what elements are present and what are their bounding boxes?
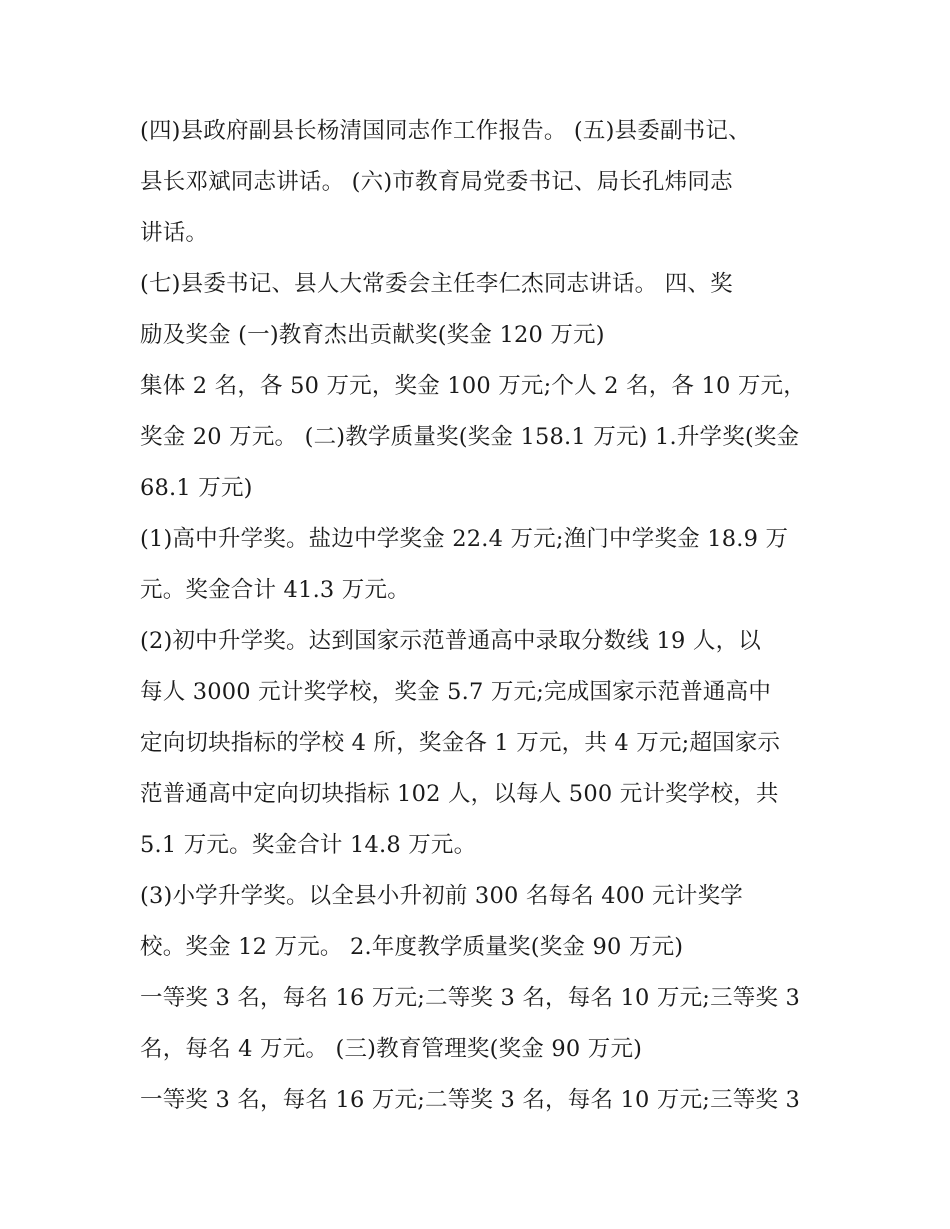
text-line: 定向切块指标的学校 4 所，奖金各 1 万元，共 4 万元;超国家示 — [140, 730, 781, 756]
text-line: 范普通高中定向切块指标 102 人，以每人 500 元计奖学校，共 — [140, 781, 779, 807]
text-line: (3)小学升学奖。以全县小升初前 300 名每名 400 元计奖学 — [140, 883, 743, 909]
body-text — [140, 106, 820, 1126]
text-line: 元。奖金合计 41.3 万元。 — [140, 577, 410, 603]
text-line: 一等奖 3 名，每名 16 万元;二等奖 3 名，每名 10 万元;三等奖 3 — [140, 985, 801, 1011]
text-line: 5.1 万元。奖金合计 14.8 万元。 — [140, 832, 477, 858]
text-line: 名，每名 4 万元。 (三)教育管理奖(奖金 90 万元) — [140, 1036, 643, 1062]
text-line: 励及奖金 (一)教育杰出贡献奖(奖金 120 万元) — [140, 322, 605, 348]
text-line: 一等奖 3 名，每名 16 万元;二等奖 3 名，每名 10 万元;三等奖 3 — [140, 1087, 801, 1113]
text-line: 每人 3000 元计奖学校，奖金 5.7 万元;完成国家示范普通高中 — [140, 679, 772, 705]
text-line: 68.1 万元) — [140, 475, 253, 501]
text-line: (2)初中升学奖。达到国家示范普通高中录取分数线 19 人，以 — [140, 628, 762, 654]
text-line: 讲话。 — [140, 220, 209, 246]
text-line: 奖金 20 万元。 (二)教学质量奖(奖金 158.1 万元) 1.升学奖(奖金 — [140, 424, 800, 450]
text-line: 县长邓斌同志讲话。 (六)市教育局党委书记、局长孔炜同志 — [140, 169, 733, 195]
text-line: 校。奖金 12 万元。 2.年度教学质量奖(奖金 90 万元) — [140, 934, 684, 960]
text-line: (1)高中升学奖。盐边中学奖金 22.4 万元;渔门中学奖金 18.9 万 — [140, 526, 789, 552]
text-line: (四)县政府副县长杨清国同志作工作报告。 (五)县委副书记、 — [140, 118, 751, 144]
text-line: 集体 2 名，各 50 万元，奖金 100 万元;个人 2 名，各 10 万元， — [140, 373, 806, 399]
text-line: (七)县委书记、县人大常委会主任李仁杰同志讲话。 四、奖 — [140, 271, 733, 297]
